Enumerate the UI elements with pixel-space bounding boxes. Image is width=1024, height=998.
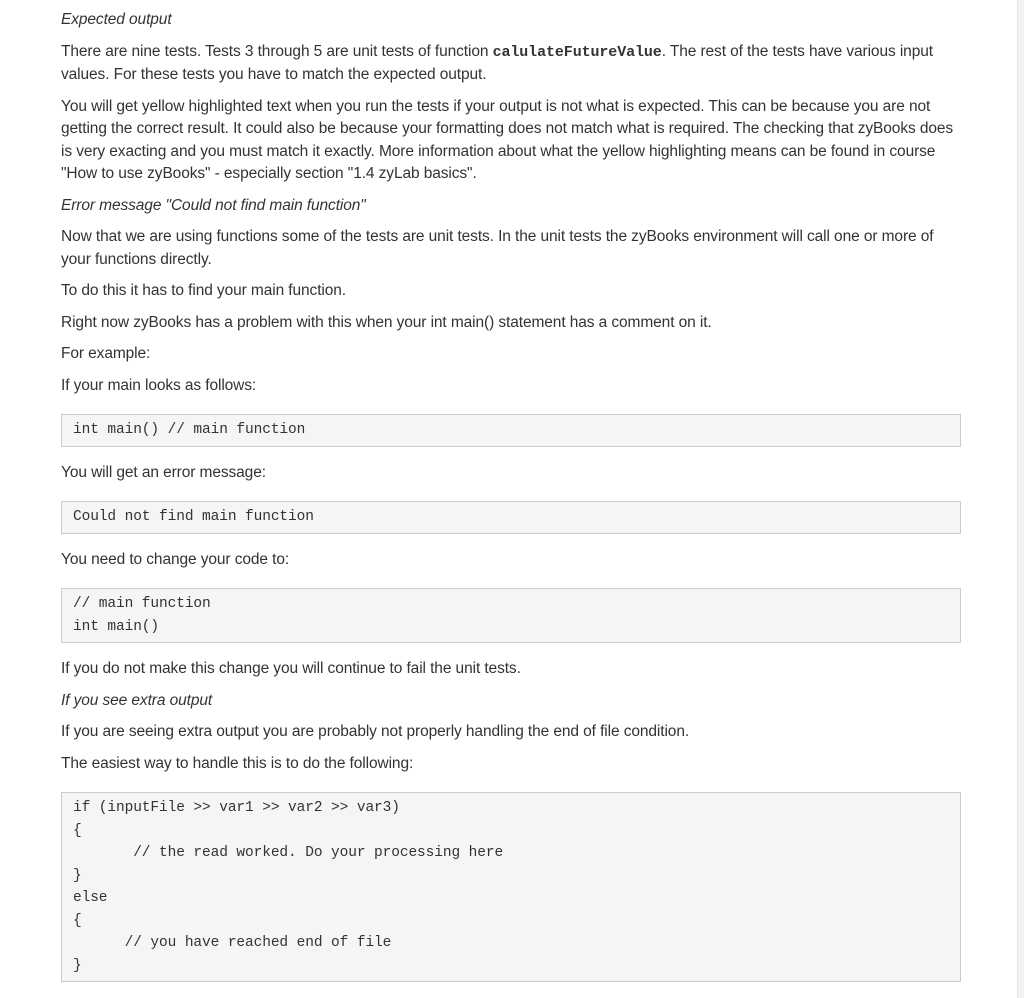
easiest-way-paragraph: The easiest way to handle this is to do the following: — [61, 754, 414, 772]
code-block-eof — [61, 792, 961, 982]
code-line: } — [73, 957, 82, 974]
expected-output-heading: Expected output — [61, 11, 172, 28]
function-name-code: calulateFutureValue — [492, 43, 662, 61]
scrollbar-track[interactable] — [1017, 0, 1024, 998]
main-looks-paragraph: If your main looks as follows: — [61, 376, 257, 394]
error-message-heading: Error message "Could not find main function" — [61, 196, 366, 214]
extra-output-paragraph: If you are seeing extra output you are probably not properly handling the end of file condition. — [61, 723, 690, 740]
code-line: // you have reached end of file — [73, 935, 392, 951]
code-line: { — [73, 822, 82, 839]
tests-text-end: . The rest of the tests have various input values. For these tests you have to match the expected output. — [61, 42, 933, 83]
error-message-paragraph: You will get an error message: — [61, 463, 266, 481]
tests-text-start: There are nine tests. Tests 3 through 5 are unit tests of function — [61, 42, 493, 60]
code-block-fixed-main — [61, 588, 961, 643]
extra-output-heading: If you see extra output — [61, 691, 213, 709]
code-line: int main() — [73, 618, 160, 635]
code-line: int main() // main function — [73, 422, 306, 438]
code-block-error — [61, 501, 961, 534]
lab-instructions — [61, 9, 961, 982]
code-line: // main function — [73, 596, 211, 612]
code-line: // the read worked. Do your processing here — [73, 845, 504, 861]
code-line: Could not find main function — [73, 509, 314, 525]
change-code-paragraph: You need to change your code to: — [61, 550, 290, 568]
fail-unit-tests-paragraph: If you do not make this change you will continue to fail the unit tests. — [61, 660, 521, 677]
tests-paragraph — [61, 41, 961, 87]
comment-problem-paragraph: Right now zyBooks has a problem with this when your int main() statement has a comment on it. — [61, 313, 712, 331]
code-line: { — [73, 912, 82, 929]
code-line: } — [73, 867, 82, 884]
code-line: else — [73, 890, 108, 906]
find-main-paragraph: To do this it has to find your main function. — [61, 282, 346, 299]
for-example-paragraph: For example: — [61, 345, 151, 362]
code-block-main-comment — [61, 414, 961, 447]
code-line: if (inputFile >> var1 >> var2 >> var3) — [73, 800, 400, 816]
unit-tests-paragraph: Now that we are using functions some of the tests are unit tests. In the unit tests the zyBooks environment will call one or more of your functions directly. — [61, 228, 934, 268]
highlight-paragraph: You will get yellow highlighted text when you run the tests if your output is not what is expected. This can be because you are not getting the correct result. It could also be because your formatting does not match what is required. The checking that zyBooks does is very exacting and you must match it exactly. More information about what the yellow highlighting means can be found in course "How to use zyBooks" - especially section "1.4 zyLab basics". — [61, 97, 954, 182]
